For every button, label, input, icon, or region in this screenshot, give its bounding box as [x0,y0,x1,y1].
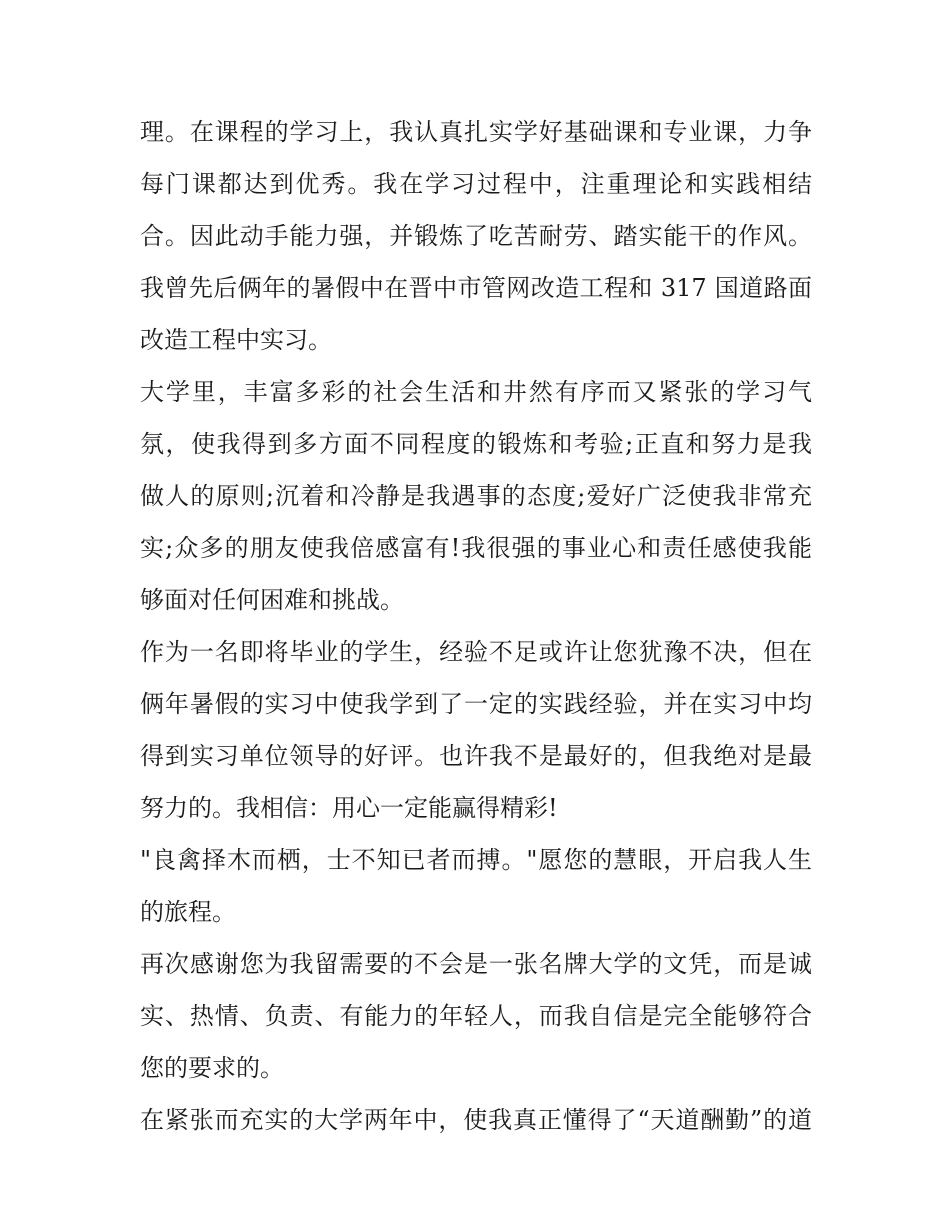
text-line: 改造工程中实习。 [140,326,332,354]
text-line: 够面对任何困难和挑战。 [140,586,404,614]
text-line: 努力的。我相信：用心一定能赢得精彩! [140,794,558,822]
body-text [140,106,812,1146]
text-line: 合。因此动手能力强，并锻炼了吃苦耐劳、踏实能干的作风。 [140,222,812,250]
text-line: 得到实习单位领导的好评。也许我不是最好的，但我绝对是最 [140,742,812,770]
text-line: "良禽择木而栖，士不知已者而搏。"愿您的慧眼，开启我人生 [140,846,812,874]
text-line: 实、热情、负责、有能力的年轻人，而我自信是完全能够符合 [140,1002,812,1030]
text-line: 氛，使我得到多方面不同程度的锻炼和考验;正直和努力是我 [140,430,812,458]
text-line: 我曾先后俩年的暑假中在晋中市管网改造工程和 317 国道路面 [140,274,812,302]
text-line: 实;众多的朋友使我倍感富有!我很强的事业心和责任感使我能 [140,534,812,562]
text-line: 做人的原则;沉着和冷静是我遇事的态度;爱好广泛使我非常充 [140,482,812,510]
text-line: 的旅程。 [140,898,236,926]
text-line: 理。在课程的学习上，我认真扎实学好基础课和专业课，力争 [140,118,812,146]
text-line: 大学里，丰富多彩的社会生活和井然有序而又紧张的学习气 [140,378,812,406]
text-line: 作为一名即将毕业的学生，经验不足或许让您犹豫不决，但在 [140,638,812,666]
text-line: 俩年暑假的实习中使我学到了一定的实践经验，并在实习中均 [140,690,812,718]
text-line: 再次感谢您为我留需要的不会是一张名牌大学的文凭，而是诚 [140,950,812,978]
text-line: 您的要求的。 [140,1054,284,1082]
text-line: 每门课都达到优秀。我在学习过程中，注重理论和实践相结 [140,170,812,198]
text-line: 在紧张而充实的大学两年中，使我真正懂得了“天道酬勤”的道 [140,1106,812,1134]
